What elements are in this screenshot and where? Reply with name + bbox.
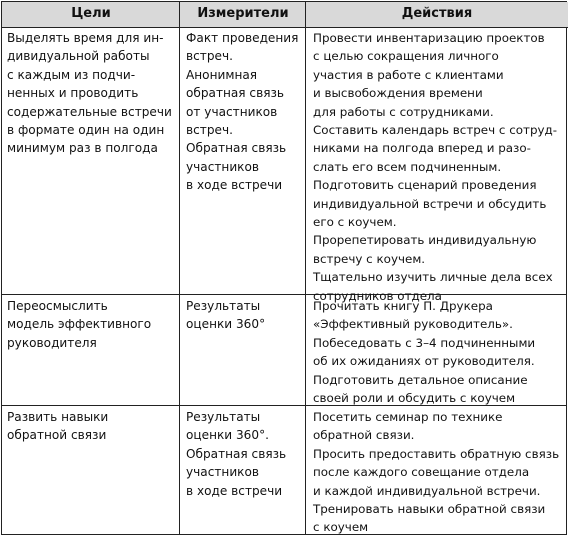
table-row-3-goal: Развить навыки обратной связи bbox=[7, 410, 109, 443]
goals-table bbox=[1, 1, 567, 535]
header-measures: Измерители bbox=[180, 2, 306, 28]
table-row-2-actions: Прочитать книгу П. Друкера «Эффективный руководитель». Побеседовать с 3–4 подчиненными об их ожиданиях от руководителя. Подготовить детальное описание своей роли и обсудить с коучем bbox=[313, 299, 536, 406]
table-row-1-actions: Провести инвентаризацию проектов с целью сокращения личного участия в работе с клиентами и высвобождения времени для работы с сотрудниками. Составить календарь встреч с сотруд- никами на полгода вперед и разо- слать его всем подчиненным. Подготовить сценарий проведения индивидуальной встречи и обсудить его с коучем. Прорепетировать индивидуальную встречу с коучем. Тщательно изучить личные дела всех сотрудников отдела bbox=[313, 31, 558, 303]
table-row-3-actions: Посетить семинар по технике обратной связи. Просить предоставить обратную связь после каждого совещание отдела и каждой индивидуальной встречи. Тренировать навыки обратной связи с коучем bbox=[313, 410, 560, 535]
header-actions: Действия bbox=[306, 2, 568, 28]
table-row-3-measure: Результаты оценки 360°. Обратная связь участников в ходе встречи bbox=[186, 410, 287, 498]
header-goals: Цели bbox=[2, 2, 180, 28]
table-row-2-goal: Переосмыслить модель эффективного руководителя bbox=[7, 299, 152, 350]
table-row-2-measure: Результаты оценки 360° bbox=[186, 299, 266, 332]
row-divider bbox=[2, 294, 566, 295]
table-row-1-goal: Выделять время для ин- дивидуальной работы с каждым из подчи- ненных и проводить содержательные встречи в формате один на один минимум раз в полгода bbox=[7, 31, 172, 156]
table-row-1-measure: Факт проведения встреч. Анонимная обратная связь от участников встреч. Обратная связь участников в ходе встречи bbox=[186, 31, 299, 193]
